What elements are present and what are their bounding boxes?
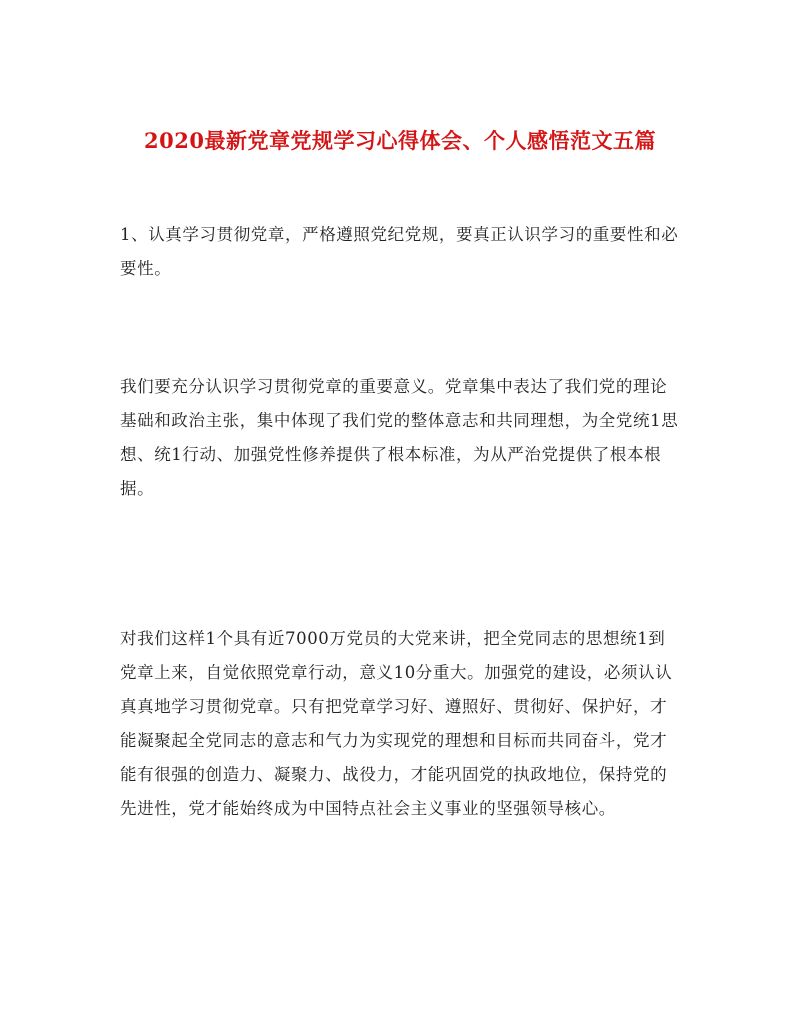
paragraph-1: 1、认真学习贯彻党章，严格遵照党纪党规，要真正认识学习的重要性和必要性。 [120, 225, 679, 278]
paragraph-3: 对我们这样1个具有近7000万党员的大党来讲，把全党同志的思想统1到党章上来，自觉依照党章行动，意义10分重大。加强党的建设，必须认认真真地学习贯彻党章。只有把党章学习好、遵照好、贯彻好、保护好，才能凝聚起全党同志的意志和气力为实现党的理想和目标而共同奋斗，党才能有很强的创造力、凝聚力、战役力，才能巩固党的执政地位，保持党的先进性，党才能始终成为中国特点社会主义事业的坚强领导核心。 [120, 629, 673, 818]
paragraph-2: 我们要充分认识学习贯彻党章的重要意义。党章集中表达了我们党的理论基础和政治主张，集中体现了我们党的整体意志和共同理想，为全党统1思想、统1行动、加强党性修养提供了根本标准，为从严治党提供了根本根据。 [120, 377, 679, 498]
document-title: 2020最新党章党规学习心得体会、个人感悟范文五篇 [144, 128, 656, 154]
